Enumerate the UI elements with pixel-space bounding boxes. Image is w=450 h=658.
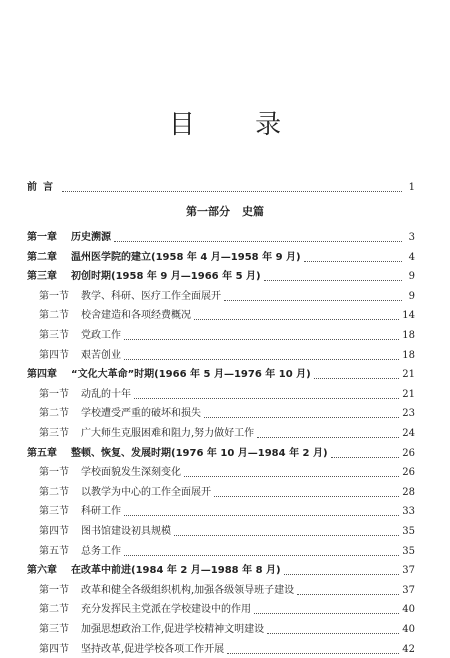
toc-section	[39, 422, 415, 441]
leader-dots	[284, 574, 400, 575]
entry-title: 充分发挥民主党派在学校建设中的作用	[81, 604, 251, 616]
entry-label	[27, 251, 301, 265]
toc-section	[39, 461, 415, 480]
entry-number: 第四节	[39, 643, 69, 655]
entry-label	[39, 329, 121, 343]
entry-page: 37	[402, 565, 415, 577]
entry-title: 总务工作	[81, 545, 121, 557]
entry-page: 35	[402, 526, 415, 537]
entry-number: 第四章	[27, 369, 57, 381]
toc-section	[39, 500, 415, 519]
leader-dots	[124, 359, 399, 360]
leader-dots	[124, 555, 399, 556]
entry-title: 加强思想政治工作,促进学校精神文明建设	[81, 624, 265, 635]
entry-label	[39, 290, 221, 304]
leader-dots	[254, 613, 399, 614]
preface-page: 1	[408, 182, 415, 193]
entry-title: 坚持改革,促进学校各项工作开展	[81, 643, 225, 655]
entry-label	[39, 623, 264, 637]
entry-label	[39, 309, 191, 323]
entry-title: 以教学为中心的工作全面展开	[81, 486, 211, 498]
entry-number: 第一节	[39, 290, 69, 302]
entry-page: 40	[402, 604, 415, 616]
entry-number: 第一节	[39, 467, 69, 479]
entry-label	[39, 603, 251, 617]
leader-dots	[174, 535, 399, 536]
entry-number: 第二节	[39, 486, 69, 498]
leader-dots	[297, 594, 399, 595]
part-number: 第一部分	[186, 205, 230, 218]
entry-page: 18	[402, 349, 415, 361]
entry-number: 第二节	[39, 310, 69, 322]
entry-label	[27, 368, 311, 382]
entry-number: 第三节	[39, 506, 69, 518]
entry-page: 14	[402, 310, 415, 322]
entry-label	[39, 525, 171, 539]
page-title: 目 录	[168, 110, 308, 140]
leader-dots	[204, 417, 399, 418]
entry-number: 第一节	[39, 388, 69, 400]
entry-page: 37	[402, 584, 415, 596]
toc-section	[39, 579, 415, 598]
leader-dots	[62, 191, 402, 192]
entry-label	[39, 643, 224, 657]
toc-section	[39, 304, 415, 323]
leader-dots	[267, 633, 399, 634]
entry-label	[39, 545, 121, 559]
leader-dots	[114, 241, 402, 242]
toc-chapter	[27, 226, 415, 245]
entry-number: 第五章	[27, 447, 57, 459]
toc-section	[39, 618, 415, 637]
entry-title: 广大师生克服困难和阻力,努力做好工作	[81, 428, 255, 439]
entry-label	[27, 564, 281, 578]
entry-title: “文化大革命”时期(1966 年 5 月—1976 年 10 月)	[71, 369, 311, 381]
toc-section	[39, 383, 415, 402]
leader-dots	[257, 437, 399, 438]
toc-section	[39, 324, 415, 343]
entry-title: 科研工作	[81, 506, 121, 518]
leader-dots	[214, 496, 399, 497]
toc-section	[39, 344, 415, 363]
entry-page: 26	[402, 467, 415, 479]
leader-dots	[304, 261, 402, 262]
entry-number: 第三章	[27, 271, 57, 283]
preface-label: 前言	[27, 182, 59, 193]
entry-page: 21	[402, 369, 415, 381]
leader-dots	[194, 319, 399, 320]
entry-title: 温州医学院的建立(1958 年 4 月—1958 年 9 月)	[71, 251, 301, 263]
toc-chapter	[27, 442, 415, 461]
entry-title: 在改革中前进(1984 年 2 月—1988 年 8 月)	[71, 565, 281, 577]
entry-page: 33	[402, 506, 415, 518]
leader-dots	[264, 280, 402, 281]
entry-label	[39, 466, 181, 480]
part-heading	[0, 203, 450, 219]
leader-dots	[184, 476, 399, 477]
leader-dots	[227, 653, 399, 654]
leader-dots	[124, 515, 399, 516]
entry-page: 21	[402, 388, 415, 400]
entry-label	[39, 505, 121, 519]
entry-title: 动乱的十年	[81, 388, 131, 400]
entry-page: 24	[402, 428, 415, 439]
entry-title: 改革和健全各级组织机构,加强各级领导班子建设	[81, 584, 295, 596]
entry-number: 第三节	[39, 624, 69, 635]
entry-page: 35	[402, 545, 415, 557]
entry-page: 28	[402, 486, 415, 498]
entry-title: 历史溯源	[71, 232, 111, 243]
entry-number: 第五节	[39, 545, 69, 557]
entry-number: 第二节	[39, 604, 69, 616]
leader-dots	[331, 457, 400, 458]
entry-page: 9	[408, 290, 415, 302]
toc-section	[39, 520, 415, 539]
leader-dots	[314, 378, 400, 379]
toc-chapter	[27, 265, 415, 284]
toc-chapter	[27, 363, 415, 382]
entry-label	[39, 407, 201, 421]
toc-section	[39, 598, 415, 617]
leader-dots	[124, 339, 399, 340]
entry-title: 初创时期(1958 年 9 月—1966 年 5 月)	[71, 271, 261, 283]
entry-number: 第三节	[39, 428, 69, 439]
entry-number: 第六章	[27, 565, 57, 577]
entry-label	[27, 231, 111, 245]
entry-title: 校舍建造和各项经费概况	[81, 310, 191, 322]
entry-page: 4	[408, 251, 415, 263]
toc-chapter	[27, 559, 415, 578]
toc-section	[39, 638, 415, 657]
entry-page: 9	[408, 271, 415, 283]
entry-title: 教学、科研、医疗工作全面展开	[81, 290, 221, 302]
entry-number: 第三节	[39, 330, 69, 341]
entry-page: 40	[402, 624, 415, 635]
entry-label	[27, 447, 328, 461]
entry-page: 23	[402, 408, 415, 420]
leader-dots	[134, 398, 399, 399]
entry-title: 整顿、恢复、发展时期(1976 年 10 月—1984 年 2 月)	[71, 447, 328, 459]
entry-number: 第四节	[39, 349, 69, 361]
entry-number: 第二节	[39, 408, 69, 420]
entry-page: 18	[402, 330, 415, 341]
entry-label	[39, 427, 254, 441]
entry-title: 党政工作	[81, 330, 121, 341]
entry-label	[39, 349, 121, 363]
entry-label	[27, 270, 261, 284]
part-name: 史篇	[242, 205, 264, 218]
entry-number: 第四节	[39, 526, 69, 537]
leader-dots	[224, 300, 402, 301]
entry-label	[39, 388, 131, 402]
toc-section	[39, 540, 415, 559]
entry-label	[39, 584, 294, 598]
entry-title: 图书馆建设初具规模	[81, 526, 171, 537]
entry-title: 学校遭受严重的破坏和损失	[81, 408, 201, 420]
entry-page: 26	[402, 447, 415, 459]
entry-label	[39, 486, 211, 500]
toc-section	[39, 481, 415, 500]
toc-section	[39, 285, 415, 304]
entry-number: 第一节	[39, 584, 69, 596]
toc-preface	[27, 176, 415, 195]
toc-chapter	[27, 246, 415, 265]
entry-page: 42	[402, 643, 415, 655]
entry-title: 艰苦创业	[81, 349, 121, 361]
entry-number: 第二章	[27, 251, 57, 263]
entry-title: 学校面貌发生深刻变化	[81, 467, 181, 479]
entry-number: 第一章	[27, 232, 57, 243]
toc-section	[39, 402, 415, 421]
entry-page: 3	[408, 232, 415, 243]
